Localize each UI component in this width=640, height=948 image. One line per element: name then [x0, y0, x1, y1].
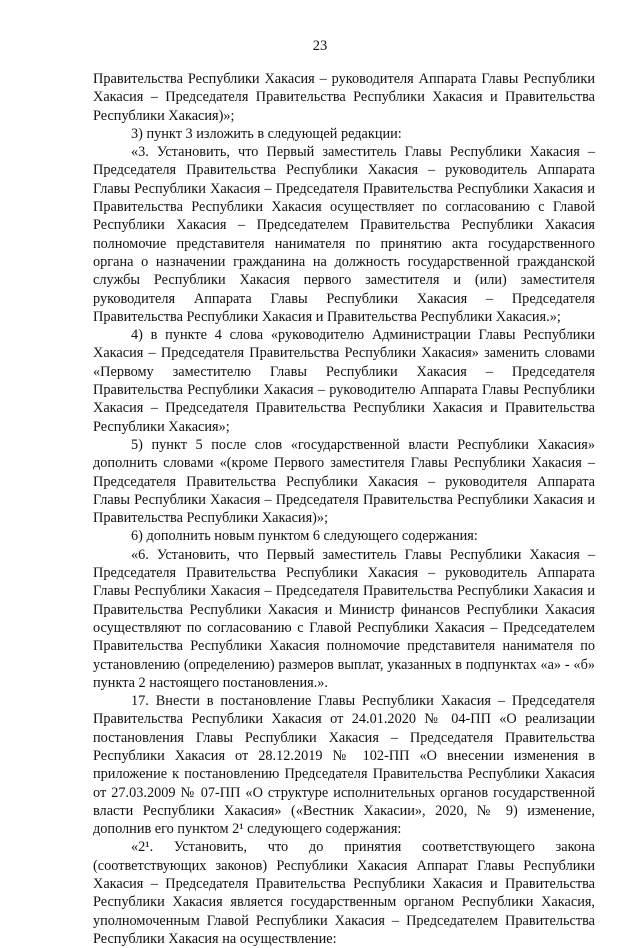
- paragraph-item-3-heading: 3) пункт 3 изложить в следующей редакции:: [131, 125, 402, 142]
- paragraph-section-17: 17. Внести в постановление Главы Республики Хакасия – Председателя Правительства Республики Хакасия от 24.01.2020 № 04-ПП «О реализации постановления Главы Республики Хакасия – Председателя Правительства Республики Хакасия от 28.12.2019 № 102-ПП «О внесении изменения в приложение к постановлению Председателя Правительства Республики Хакасия от 27.03.2009 № 07-ПП «О структуре исполнительных органов государственной власти Республики Хакасия» («Вестник Хакасии», 2020, № 9) изменение, дополнив его пунктом 2¹ следующего содержания:: [93, 693, 595, 838]
- paragraph-item-6-text: «6. Установить, что Первый заместитель Главы Республики Хакасия – Председателя Правительства Республики Хакасия – руководитель Аппарата Главы Республики Хакасия – Председателя Правительства Республики Хакасия и Правительства Республики Хакасия и Министр финансов Республики Хакасия осуществляют по согласованию с Главой Республики Хакасия – Председателем Правительства Республики Хакасия полномочие представителя нанимателя по установлению (определению) размеров выплат, указанных в подпунктах «а» - «б» пункта 2 настоящего постановления.».: [93, 546, 595, 691]
- paragraph-item-4: 4) в пункте 4 слова «руководителю Администрации Главы Республики Хакасия – Председателя Правительства Республики Хакасия» заменить словами «Первому заместителю Главы Республики Хакасия – Председателя Правительства Республики Хакасия – руководителю Аппарата Главы Республики Хакасия – Председателя Правительства Республики Хакасия и Правительства Республики Хакасия»;: [93, 327, 595, 435]
- document-body: [93, 70, 595, 948]
- paragraph-item-5: 5) пункт 5 после слов «государственной власти Республики Хакасия» дополнить словами «(кроме Первого заместителя Главы Республики Хакасия – Председателя Правительства Республики Хакасия – руководителя Аппарата Главы Республики Хакасия – Председателя Правительства Республики Хакасия и Правительства Республики Хакасия)»;: [93, 436, 595, 527]
- paragraph-item-6-heading: 6) дополнить новым пунктом 6 следующего содержания:: [131, 528, 478, 545]
- paragraph-continuation: Правительства Республики Хакасия – руководителя Аппарата Главы Республики Хакасия – Председателя Правительства Республики Хакасия и Правительства Республики Хакасия)»;: [93, 71, 595, 124]
- paragraph-item-2-1: «2¹. Установить, что до принятия соответствующего закона (соответствующих законов) Республики Хакасия Аппарат Главы Республики Хакасия – Председателя Правительства Республики Хакасия и Правительства Республики Хакасия является государственным органом Республики Хакасия, уполномоченным Главой Республики Хакасия – Председателем Правительства Республики Хакасия на осуществление:: [93, 839, 595, 947]
- page-number: 23: [312, 38, 328, 54]
- paragraph-item-3-text: «3. Установить, что Первый заместитель Главы Республики Хакасия – Председателя Правительства Республики Хакасия – руководитель Аппарата Главы Республики Хакасия – Председателя Правительства Республики Хакасия и Правительства Республики Хакасия осуществляет по согласованию с Главой Республики Хакасия – Председателем Правительства Республики Хакасия полномочие представителя нанимателя по принятию акта государственного органа о назначении гражданина на должность государственной гражданской службы Республики Хакасия первого заместителя и (или) заместителя руководителя Аппарата Главы Республики Хакасия – Председателя Правительства Республики Хакасия и Правительства Республики Хакасия.»;: [93, 144, 595, 325]
